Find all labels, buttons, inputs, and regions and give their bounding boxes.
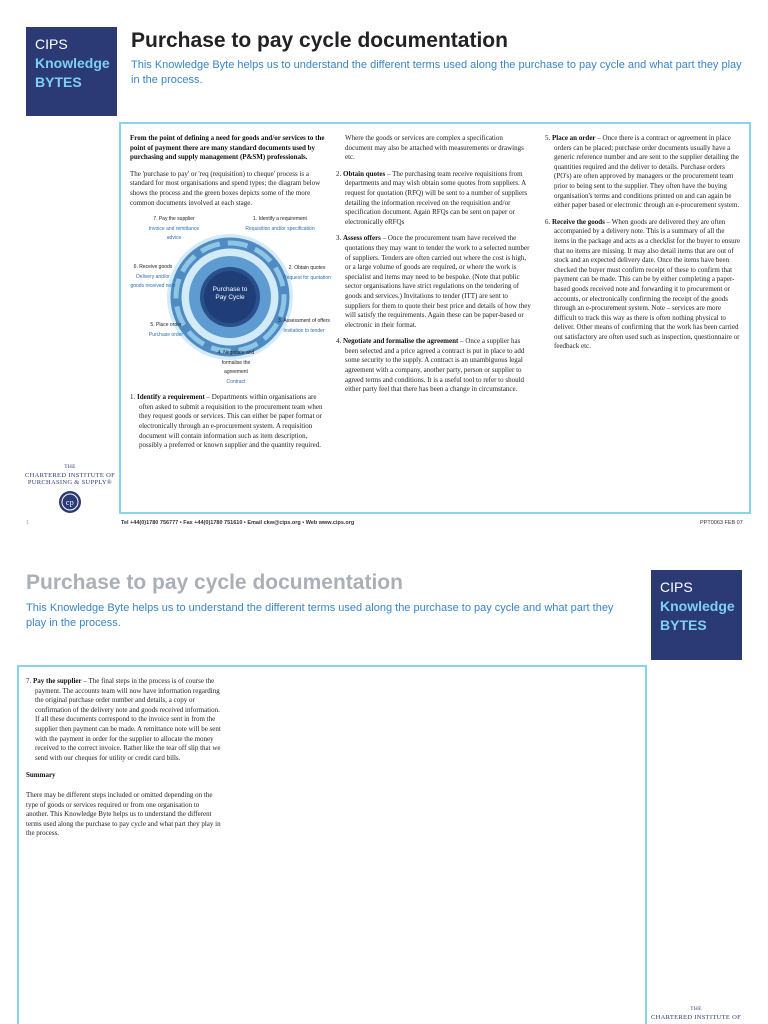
steps-list-4 [26,677,222,763]
page-subtitle: This Knowledge Byte helps us to understand the different terms used along the purchase to pay cycle and what part they play in the process. [131,59,742,86]
step-item-3: 3. Assess offers – Once the procurement team have received the quotations they may want to tender the work to a selected number of suppliers. Tenders are often carried out where the cost is high, or a large volume of goods are required, or where the work is specialist and items may need to be bespoke. (Note that public sector organisations have strict regulations on the tendering of goods and services.) Invitations to tender (ITT) are sent to suppliers for them to quote their best price and details of how they will satisfy the requirements. Again these can be paper-based or electronic in their format. [336,234,531,329]
steps-list-3 [545,134,741,352]
footer-code: PPT0063 FEB 07 [700,520,743,526]
badge-bytes: BYTES [660,617,707,633]
page-2-subtitle: This Knowledge Byte helps us to understand the different terms used along the purchase to pay cycle and what part they play in the process. [26,602,614,629]
footer-contact: Tel +44(0)1780 756777 • Fax +44(0)1780 751610 • Email ckw@cips.org • Web www.cips.org [121,520,355,526]
step-item-4: 4. Negotiate and formalise the agreement – Once a supplier has been selected and a price agreed a contract is put in place to add some security to the supply. A contract is an unambiguous legal agreement with a company, another party, person or supplier to agreed terms and conditions. It is a useful tool to refer to should either party feel that there has been a change in circumstance. [336,337,525,394]
badge-knowledge: Knowledge [35,55,110,71]
step-item-2: 2. Obtain quotes – The purchasing team receive requisitions from departments and may wish obtain some quotes from suppliers. A request for quotation (RFQ) will be sent to a number of suppliers detailing the information received on the requisition and/or specification document. Again RFQs can be sent on paper or electronically eRFQs [336,169,528,226]
badge-bytes: BYTES [35,74,82,90]
summary-text: There may be different steps included or omitted depending on the type of goods or services required or from one organisation to another. This Knowledge Byte helps us to understand the different terms used along the purchase to pay cycle and what part they play in the process. [26,790,221,838]
intro-bold: From the point of defining a need for goods and/or services to the point of payment there are many standard documents used by purchasing and supply management (P&SM) professionals. [130,134,325,162]
diagram-label-4: 4. Negotiate and formalise the agreement Contract [217,350,255,385]
spec-text: Where the goods or services are complex a specification document may also be attached with measurements or drawings etc. [345,134,524,162]
diagram-label-3: 3. Assessment of offers Invitation to tender [278,318,330,334]
diagram-label-1: 1. Identify a requirement Requisition and/or specification [245,216,315,232]
cips-seal-icon [58,490,82,514]
step-item-6: 6. Receive the goods – When goods are delivered they are often accompanied by a delivery note. This is a summary of all the items in the package and acts as a checklist for the buyer to ensure that no items are missing. It may also detail items that are out of stock and an expected delivery date. Once the items have been checked the buyer must confirm receipt of these to confirm that payment can be made. This can be by either completing a paper-based goods received note and forwarding it to procurement or accounts, or electronically confirming the receipt of the goods through an e-procurement system. Note – services are more difficult to track this way as there is often nothing physical to deliver. Other means of confirming that the work has been carried out satisfactory are often used such as inspection, questionnaire or feedback etc. [545,217,741,351]
svg-text:cp: cp [65,497,75,507]
column-2 [336,134,532,402]
page-2-cips-logo: THE CHARTERED INSTITUTE OF [651,1006,741,1021]
step-item-7: 7. Pay the supplier – The final steps in the process is of course the payment. The accounts team will now have information regarding the original purchase order number and details, a copy or confirmation of the delivery note and goods received information. If all these documents correspond to the invoice sent in from the supplier then payment can be made. A remittance note will be sent with the payment in order for the supplier to allocate the money received to the correct invoice. Rather like the tear off slip that we send with our cheques for utility or credit card bills. [26,677,221,762]
diagram-label-2: 2. Obtain quotes Request for quotation [283,265,331,281]
badge-cips: CIPS [35,36,68,52]
badge-knowledge: Knowledge [660,598,735,614]
footer-page-number: 1 [26,520,30,526]
intro-text: The 'purchase to pay' or 'req (requisition) to cheque' process is a standard for most organisations and spend types; the diagram below shows the process and the green boxes depicts some of the more common documents involved at each stage. [130,169,321,207]
diagram-label-6: 6. Receive goods Delivery and/or goods received note [130,264,176,290]
diagram-label-5: 5. Place order Purchase order [148,322,184,338]
badge-cips: CIPS [660,579,693,595]
page-title: Purchase to pay cycle documentation [131,29,508,52]
steps-list-2 [336,170,532,395]
step-item-5: 5. Place an order – Once there is a contract or agreement in place orders can be placed; purchase order documents usually have a generic reference number and are sent to the supplier detailing the quantities required and the deliver to details. Purchase orders (PO's) are often approved by managers or the procurement team prior to being sent to the supplier. They often have the buying organisation's terms and conditions printed on and can again be either paper based or electronic through an e-procurement system. [545,134,740,210]
steps-list-1 [130,393,326,451]
cips-logo: THE CHARTERED INSTITUTE OF PURCHASING & SUPPLY® cp [22,464,118,516]
diagram-label-7: 7. Pay the supplier Invoice and remittance advice [148,216,200,242]
cycle-diagram [130,215,330,387]
step-item-1: 1. Identify a requirement – Departments within organisations are often asked to submit a requisition to the procurement team when they request goods or services. This can either be paper format or electronically through an e-procurement system. A requisition document will contain information such as item description, possibly a preferred or known supplier and the quantity required. [130,393,323,450]
page-2-title: Purchase to pay cycle documentation [26,571,403,594]
cips-badge [26,27,117,116]
summary-heading: Summary [26,771,56,780]
diagram-center: Purchase to Pay Cycle [212,286,248,302]
column-3 [545,134,741,359]
page-2-column-1 [26,677,222,846]
column-1 [130,134,331,458]
page-2-cips-badge [651,570,742,660]
